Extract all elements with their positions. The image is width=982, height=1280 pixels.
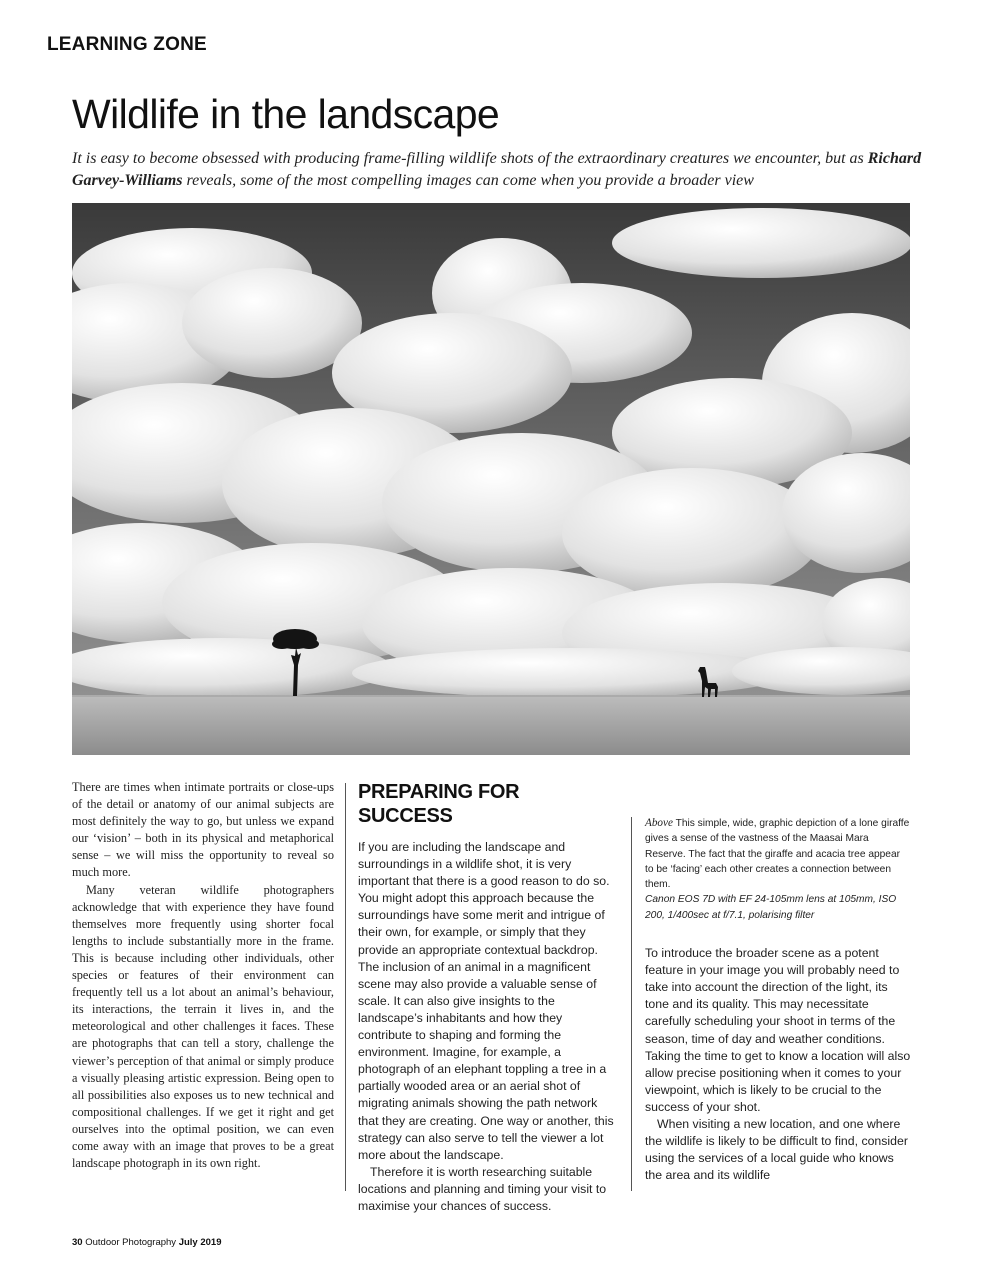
standfirst: [72, 148, 922, 192]
right-paragraph-2: When visiting a new location, and one where the wildlife is likely to be difficult to find, consider using the services of a local guide who knows the area and its wildlife: [645, 1117, 908, 1183]
lead-photograph: [72, 203, 910, 755]
caption-label: Above: [645, 817, 673, 829]
section-label: LEARNING ZONE: [47, 34, 207, 55]
middle-paragraph-2: Therefore it is worth researching suitable locations and planning and timing your visit to maximise your chances of success.: [358, 1164, 607, 1213]
giraffe-acacia-photo-illustration: [72, 203, 910, 755]
middle-text-column: [358, 780, 618, 1215]
article-headline: Wildlife in the landscape: [72, 91, 500, 137]
section-heading: PREPARING FOR SUCCESS: [358, 781, 520, 827]
column-divider: [345, 783, 346, 1191]
standfirst-text-1: It is easy to become obsessed with producing frame-filling wildlife shots of the extraordinary creatures we encounter, but as: [72, 150, 868, 167]
left-paragraph-2: Many veteran wildlife photographers acknowledge that with experience they have found themselves more frequently using shorter focal lengths to include substantially more in the frame. This is because including other individuals, other species or features of their environment can frequently tell us a lot about an animal’s behaviour, its interactions, the terrain it lives in, and the meteorological and other challenges it faces. These are photographs that can tell a story, challenge the viewer’s perception of that animal or simply produce a visually pleasing artistic expression. Being open to all possibilities also exposes us to new technical and compositional challenges. If we get it right and get ourselves into the optimal position, we can even come away with an image that proves to be a great landscape photograph in its own right.: [72, 882, 334, 1171]
left-paragraph-1: There are times when intimate portraits or close-ups of the detail or anatomy of our animal subjects are most definitely the way to go, but unless we expand our ‘vision’ – both in its physical and metaphorical sense – we will miss the opportunity to reveal so much more.: [72, 780, 334, 880]
issue-date: July 2019: [178, 1237, 222, 1248]
right-paragraph-1: To introduce the broader scene as a potent feature in your image you will probably need to take into account the direction of the light, its tone and its quality. This may necessitate carefully scheduling your shoot in terms of the season, time of day and weather conditions. Taking the time to get to know a location will also allow precise positioning when it comes to your viewpoint, which is likely to be crucial to the success of your shot.: [645, 946, 911, 1114]
column-divider: [631, 817, 632, 1191]
photo-caption: [645, 816, 911, 923]
caption-camera-specs: Canon EOS 7D with EF 24-105mm lens at 105mm, ISO 200, 1/400sec at f/7.1, polarising filter: [645, 894, 897, 921]
magazine-name: Outdoor Photography: [85, 1237, 177, 1248]
page-number: 30: [72, 1237, 83, 1248]
author-name: Richard Garvey-Williams: [72, 150, 922, 189]
standfirst-text-2: reveals, some of the most compelling images can come when you provide a broader view: [182, 172, 754, 189]
caption-text: This simple, wide, graphic depiction of a lone giraffe gives a sense of the vastness of the Maasai Mara Reserve. The fact that the giraffe and acacia tree appear to be ‘facing’ each other creates a connection between them.: [645, 818, 910, 891]
middle-paragraph-1: If you are including the landscape and surroundings in a wildlife shot, it is very important that there is a good reason to do so. You might adopt this approach because the surroundings have some merit and intrigue of their own, for example, or simply that they provide an appropriate contextual backdrop. The inclusion of an animal in a magnificent scene may also provide a valuable sense of scale. It can also give insights to the landscape’s inhabitants and how they contribute to shaping and forming the environment. Imagine, for example, a photograph of an elephant toppling a tree in a partially wooded area or an aerial shot of migrating animals showing the path network that they are creating. One way or another, this strategy can also serve to tell the viewer a lot more about the landscape.: [358, 840, 614, 1162]
right-body-text: [645, 945, 911, 1184]
right-text-column: [645, 816, 911, 1184]
page-footer: [72, 1237, 222, 1248]
left-text-column: [72, 779, 334, 1172]
